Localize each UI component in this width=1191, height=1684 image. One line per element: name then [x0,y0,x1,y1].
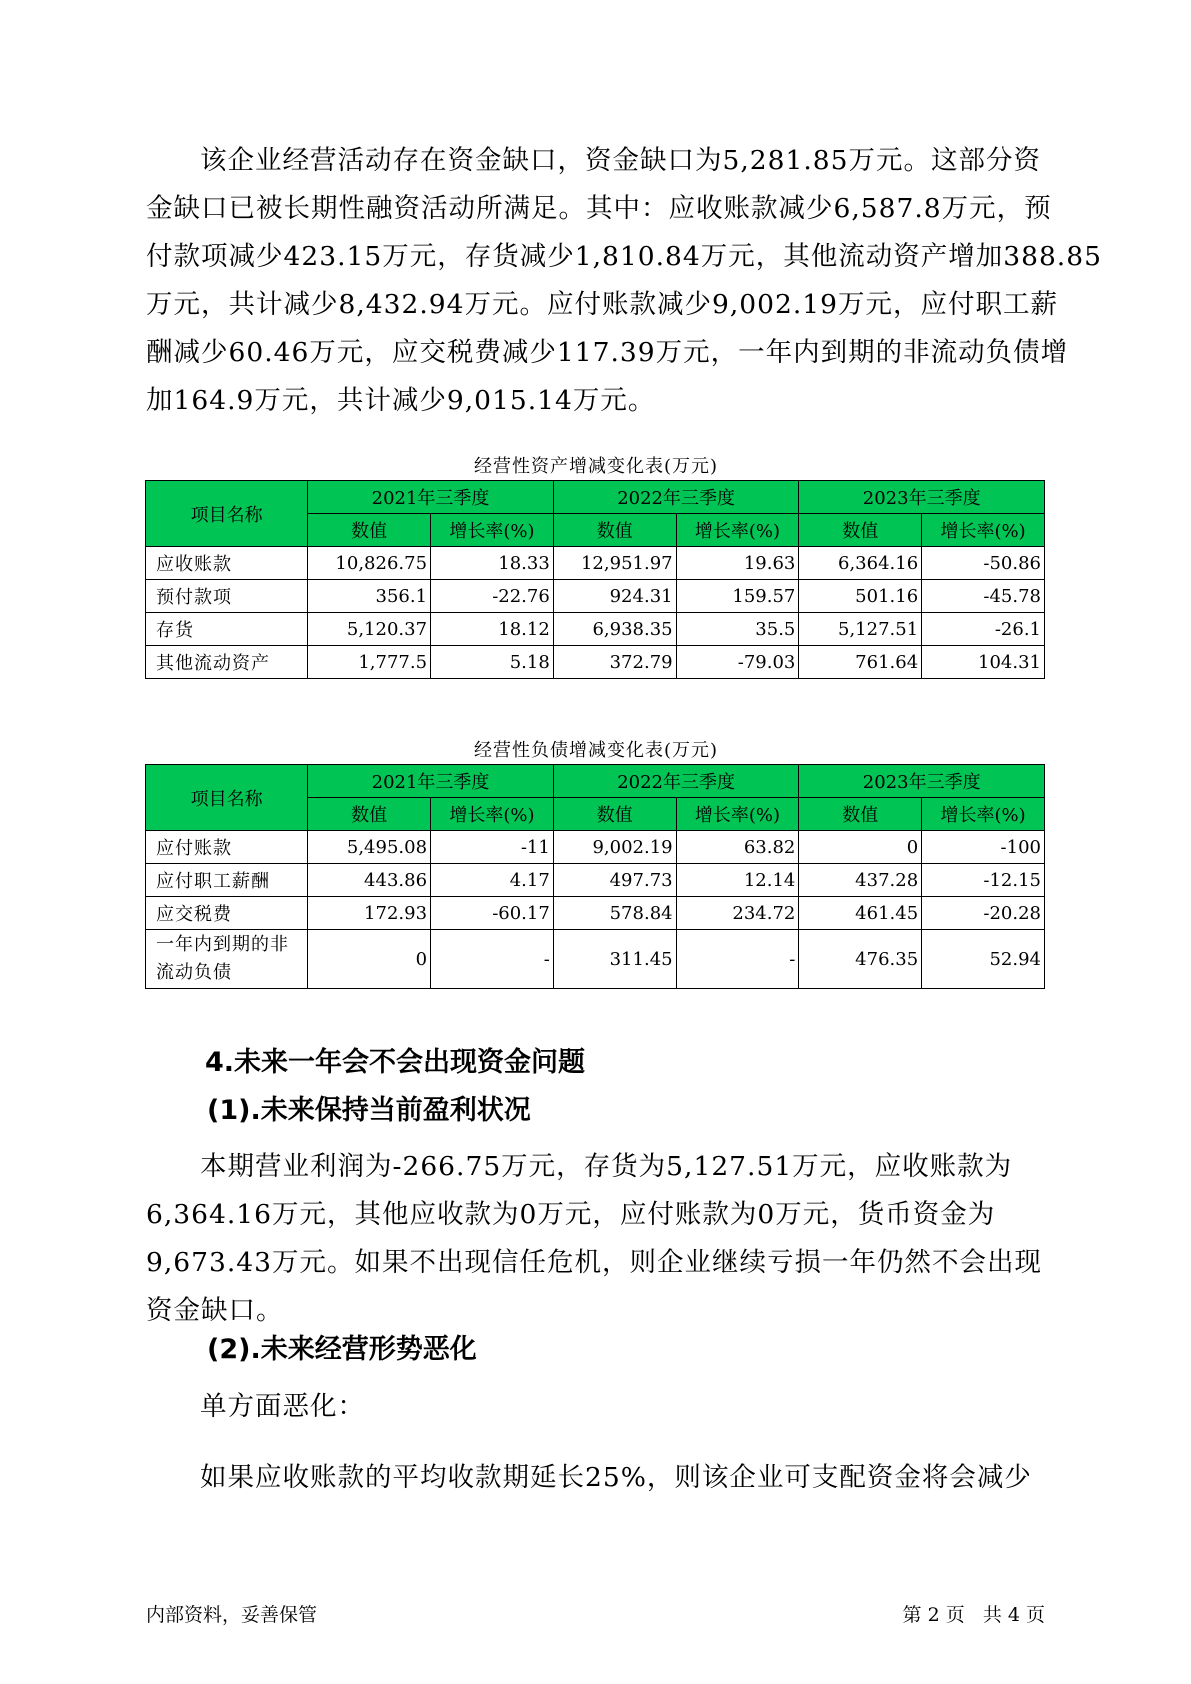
cell-value: -20.28 [922,897,1045,930]
cell-value: 578.84 [553,897,676,930]
cell-value: 372.79 [553,646,676,679]
table-row [146,864,1045,897]
subheading-current-profit: (1).未来保持当前盈利状况 [207,1095,531,1126]
item-name-header: 项目名称 [146,481,308,547]
cell-value: 9,002.19 [553,831,676,864]
item-name-header: 项目名称 [146,765,308,831]
asset-table [145,480,1045,679]
intro-paragraph [146,137,1102,425]
table-header-row [146,481,1045,514]
receivable-paragraph [146,1454,1046,1502]
cell-value: 18.33 [431,547,554,580]
table-row [146,547,1045,580]
cell-value: -79.03 [676,646,799,679]
row-name: 一年内到期的非流动负债 [146,930,308,989]
cell-value: 172.93 [308,897,431,930]
single-aspect-label [146,1383,1046,1431]
cell-value: 234.72 [676,897,799,930]
cell-value: 159.57 [676,580,799,613]
cell-value: 5,127.51 [799,613,922,646]
period-header: 2021年三季度 [308,765,554,798]
cell-value: -22.76 [431,580,554,613]
section-heading: 4.未来一年会不会出现资金问题 [205,1047,586,1078]
cell-value: -60.17 [431,897,554,930]
cell-value: -11 [431,831,554,864]
cell-value: 0 [308,930,431,989]
value-subheader: 数值 [799,514,922,547]
value-subheader: 数值 [553,514,676,547]
profit-line: 本期营业利润为-266.75万元，存货为5,127.51万元，应收账款为 [200,1151,1013,1182]
asset-table-caption: 经营性资产增减变化表(万元) [473,456,719,477]
cell-value: 5,495.08 [308,831,431,864]
period-header: 2022年三季度 [553,481,799,514]
cell-value: 35.5 [676,613,799,646]
footer-left: 内部资料，妥善保管 [146,1604,318,1626]
cell-value: 501.16 [799,580,922,613]
profit-line: 6,364.16万元，其他应收款为0万元，应付账款为0万元，货币资金为 [146,1199,996,1230]
row-name: 应付账款 [146,831,308,864]
period-header: 2022年三季度 [553,765,799,798]
cell-value: 437.28 [799,864,922,897]
profit-line: 9,673.43万元。如果不出现信任危机，则企业继续亏损一年仍然不会出现 [146,1247,1043,1278]
value-subheader: 数值 [308,798,431,831]
table-header-row [146,765,1045,798]
cell-value: 6,938.35 [553,613,676,646]
cell-value: 19.63 [676,547,799,580]
cell-value: 18.12 [431,613,554,646]
cell-value: 497.73 [553,864,676,897]
cell-value: 12,951.97 [553,547,676,580]
cell-value: 356.1 [308,580,431,613]
period-header: 2023年三季度 [799,481,1045,514]
table-row [146,930,1045,989]
growth-subheader: 增长率(%) [922,514,1045,547]
subheading-deterioration: (2).未来经营形势恶化 [207,1334,477,1365]
receivable-line: 如果应收账款的平均收款期延长25%，则该企业可支配资金将会减少 [200,1462,1032,1493]
cell-value: 104.31 [922,646,1045,679]
cell-value: 5.18 [431,646,554,679]
period-header: 2021年三季度 [308,481,554,514]
intro-line: 加164.9万元，共计减少9,015.14万元。 [146,385,656,416]
cell-value: 461.45 [799,897,922,930]
single-aspect-text: 单方面恶化： [200,1391,365,1422]
cell-value: 311.45 [553,930,676,989]
growth-subheader: 增长率(%) [676,514,799,547]
cell-value: 4.17 [431,864,554,897]
page-number: 第 2 页 共 4 页 [902,1604,1045,1626]
cell-value: 52.94 [922,930,1045,989]
row-name: 其他流动资产 [146,646,308,679]
value-subheader: 数值 [308,514,431,547]
value-subheader: 数值 [553,798,676,831]
cell-value: 924.31 [553,580,676,613]
cell-value: -50.86 [922,547,1045,580]
cell-value: -45.78 [922,580,1045,613]
table-row [146,580,1045,613]
growth-subheader: 增长率(%) [431,798,554,831]
intro-line: 金缺口已被长期性融资活动所满足。其中：应收账款减少6,587.8万元，预 [146,193,1052,224]
cell-value: -26.1 [922,613,1045,646]
cell-value: 761.64 [799,646,922,679]
value-subheader: 数值 [799,798,922,831]
table-row [146,831,1045,864]
liability-table-caption: 经营性负债增减变化表(万元) [473,740,719,761]
cell-value: 0 [799,831,922,864]
intro-line: 酬减少60.46万元，应交税费减少117.39万元，一年内到期的非流动负债增 [146,337,1069,368]
cell-value: 12.14 [676,864,799,897]
cell-value: -100 [922,831,1045,864]
intro-line: 付款项减少423.15万元，存货减少1,810.84万元，其他流动资产增加388.85 [146,241,1102,272]
row-name: 应收账款 [146,547,308,580]
intro-line: 该企业经营活动存在资金缺口，资金缺口为5,281.85万元。这部分资 [200,145,1042,176]
table-row [146,646,1045,679]
row-name: 应交税费 [146,897,308,930]
intro-line: 万元，共计减少8,432.94万元。应付账款减少9,002.19万元，应付职工薪 [146,289,1059,320]
growth-subheader: 增长率(%) [922,798,1045,831]
row-name: 存货 [146,613,308,646]
period-header: 2023年三季度 [799,765,1045,798]
growth-subheader: 增长率(%) [431,514,554,547]
row-name: 预付款项 [146,580,308,613]
cell-value: -12.15 [922,864,1045,897]
cell-value: - [676,930,799,989]
cell-value: 10,826.75 [308,547,431,580]
profit-paragraph [146,1143,1046,1335]
cell-value: 6,364.16 [799,547,922,580]
profit-line: 资金缺口。 [146,1295,284,1326]
cell-value: 1,777.5 [308,646,431,679]
table-row [146,613,1045,646]
growth-subheader: 增长率(%) [676,798,799,831]
cell-value: - [431,930,554,989]
cell-value: 476.35 [799,930,922,989]
cell-value: 63.82 [676,831,799,864]
cell-value: 443.86 [308,864,431,897]
row-name: 应付职工薪酬 [146,864,308,897]
liability-table [145,764,1045,989]
table-row [146,897,1045,930]
cell-value: 5,120.37 [308,613,431,646]
